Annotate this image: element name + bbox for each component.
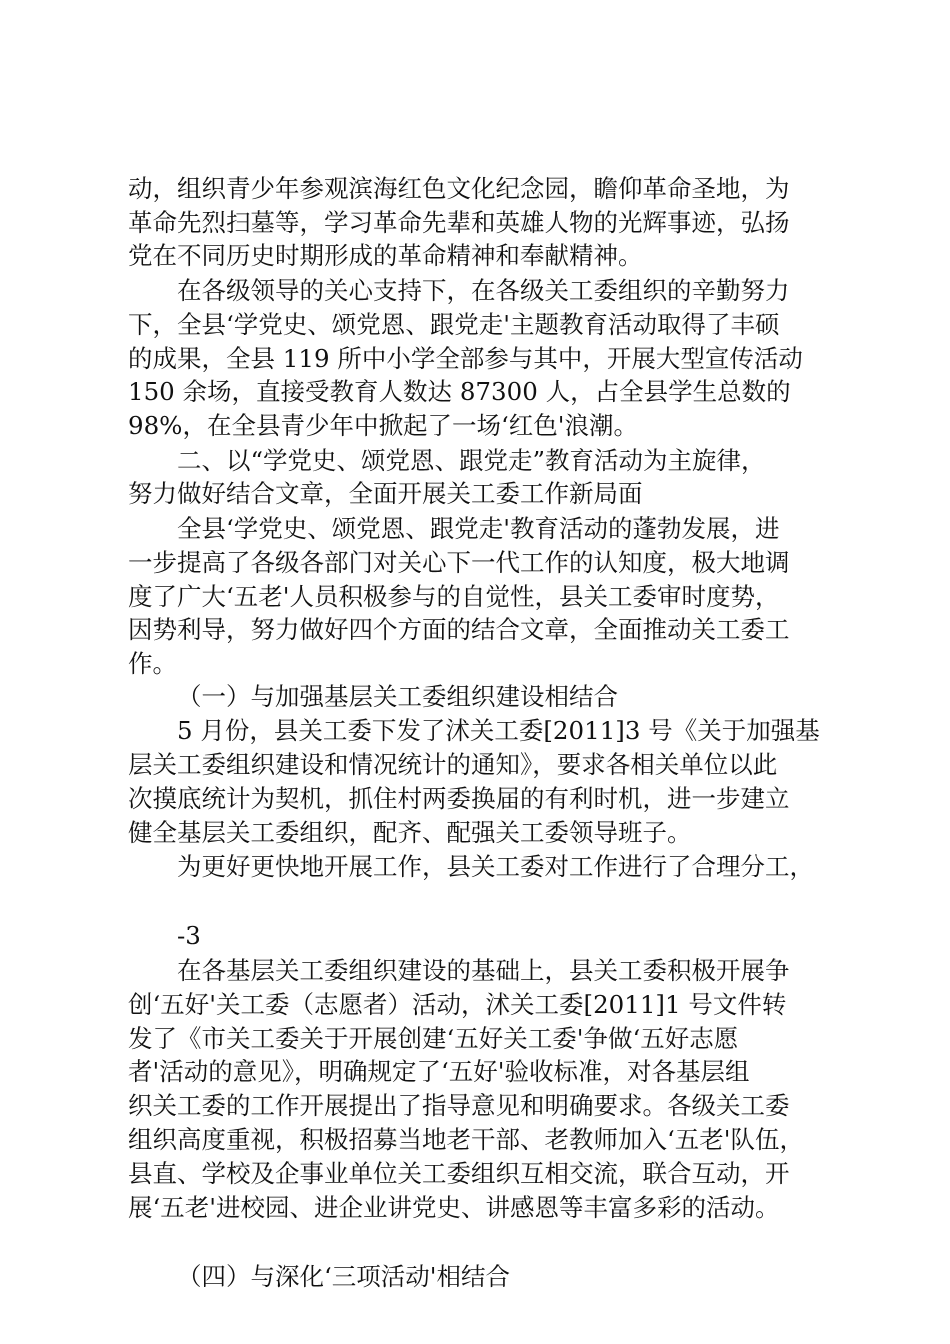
text-line: 创‘五好'关工委（志愿者）活动，沭关工委[2011]1 号文件转 bbox=[128, 990, 787, 1019]
text-line: 下，全县‘学党史、颂党恩、跟党走'主题教育活动取得了丰硕 bbox=[128, 310, 780, 339]
text-line: 次摸底统计为契机，抓住村两委换届的有利时机，进一步建立 bbox=[128, 784, 790, 813]
text-line: 度了广大‘五老'人员积极参与的自觉性，县关工委审时度势， bbox=[128, 582, 780, 611]
text-line: 150 余场，直接受教育人数达 87300 人，占全县学生总数的 bbox=[128, 377, 791, 406]
text-line: 一步提高了各级各部门对关心下一代工作的认知度，极大地调 bbox=[128, 548, 790, 577]
text-line: 因势利导，努力做好四个方面的结合文章，全面推动关工委工 bbox=[128, 615, 790, 644]
text-line: 全县‘学党史、颂党恩、跟党走'教育活动的蓬勃发展，进 bbox=[177, 514, 780, 543]
text-line: 展‘五老'进校园、进企业讲党史、讲感恩等丰富多彩的活动。 bbox=[128, 1193, 780, 1222]
text-line: 动，组织青少年参观滨海红色文化纪念园，瞻仰革命圣地，为 bbox=[128, 174, 790, 203]
text-line: 98%，在全县青少年中掀起了一场‘红色'浪潮。 bbox=[128, 411, 638, 440]
text-line: 在各基层关工委组织建设的基础上，县关工委积极开展争 bbox=[177, 956, 790, 985]
text-line: 健全基层关工委组织，配齐、配强关工委领导班子。 bbox=[128, 818, 692, 847]
subsection-heading: （一）与加强基层关工委组织建设相结合 bbox=[177, 682, 618, 711]
text-line: 作。 bbox=[128, 649, 177, 678]
text-line: 为更好更快地开展工作，县关工委对工作进行了合理分工， bbox=[177, 852, 814, 881]
text-line: 的成果，全县 119 所中小学全部参与其中，开展大型宣传活动 bbox=[128, 344, 803, 373]
text-line: 织关工委的工作开展提出了指导意见和明确要求。各级关工委 bbox=[128, 1091, 790, 1120]
section-heading: 努力做好结合文章，全面开展关工委工作新局面 bbox=[128, 479, 643, 508]
text-line: 发了《市关工委关于开展创建‘五好关工委'争做‘五好志愿 bbox=[128, 1024, 739, 1053]
text-line: 5 月份，县关工委下发了沭关工委[2011]3 号《关于加强基 bbox=[177, 716, 820, 745]
subsection-heading: （四）与深化‘三项活动'相结合 bbox=[177, 1262, 511, 1291]
text-line: 者'活动的意见》，明确规定了‘五好'验收标准，对各基层组 bbox=[128, 1057, 750, 1086]
text-line: 县直、学校及企事业单位关工委组织互相交流，联合互动，开 bbox=[128, 1159, 790, 1188]
text-line: 革命先烈扫墓等，学习革命先辈和英雄人物的光辉事迹，弘扬 bbox=[128, 208, 790, 237]
text-line: 党在不同历史时期形成的革命精神和奉献精神。 bbox=[128, 241, 643, 270]
page-marker: -3 bbox=[177, 921, 201, 950]
text-line: 在各级领导的关心支持下，在各级关工委组织的辛勤努力 bbox=[177, 276, 790, 305]
text-line: 层关工委组织建设和情况统计的通知》，要求各相关单位以此 bbox=[128, 750, 778, 779]
section-heading: 二、以“学党史、颂党恩、跟党走”教育活动为主旋律， bbox=[177, 446, 766, 475]
text-line: 组织高度重视，积极招募当地老干部、老教师加入‘五老'队伍， bbox=[128, 1125, 805, 1154]
